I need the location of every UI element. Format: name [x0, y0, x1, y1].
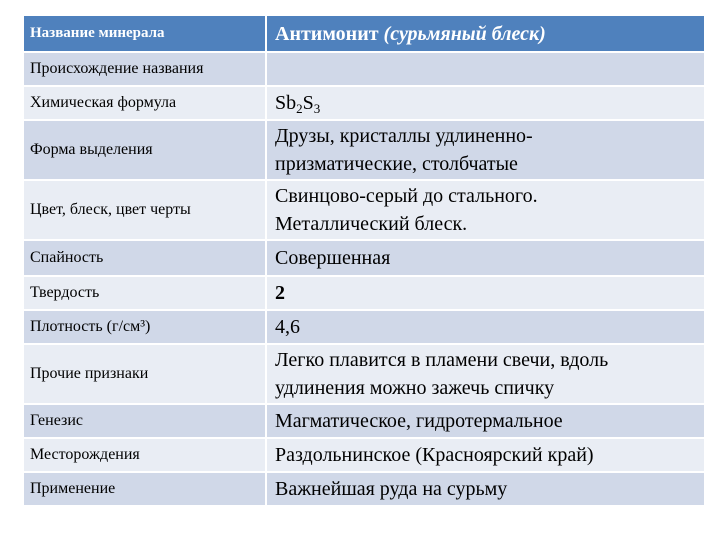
- value-line: призматические, столбчатые: [275, 153, 518, 175]
- row-value: [266, 52, 705, 86]
- table-row: [24, 240, 705, 276]
- table-row: [24, 276, 705, 310]
- row-label: Прочие признаки: [24, 344, 266, 404]
- mineral-table: [24, 16, 706, 507]
- row-label: Спайность: [24, 240, 266, 276]
- row-value: [266, 120, 705, 180]
- value-line: Свинцово-серый до стального.: [275, 185, 538, 207]
- value-line: Металлический блеск.: [275, 213, 468, 235]
- formula-element: Sb: [275, 92, 297, 114]
- row-label: Цвет, блеск, цвет черты: [24, 180, 266, 240]
- row-value: [266, 344, 705, 404]
- formula-index: 2: [296, 101, 303, 116]
- row-value: [266, 180, 705, 240]
- table-row: [24, 404, 705, 438]
- table-row: [24, 472, 705, 506]
- formula-index: 3: [313, 101, 321, 116]
- row-label: Генезис: [24, 404, 266, 438]
- row-label: Твердость: [24, 276, 266, 310]
- table-header-row: [24, 16, 705, 52]
- header-value-cell: [266, 16, 705, 52]
- table-row: [24, 344, 705, 404]
- row-label: Месторождения: [24, 438, 266, 472]
- chemical-formula: [266, 86, 705, 120]
- row-value: Раздольнинское (Красноярский край): [266, 438, 705, 472]
- row-value: Совершенная: [266, 240, 705, 276]
- row-label: Плотность (г/см³): [24, 310, 266, 344]
- value-line: удлинения можно зажечь спичку: [275, 377, 555, 399]
- table-row: [24, 52, 705, 86]
- table-row: [24, 86, 705, 120]
- row-label: Форма выделения: [24, 120, 266, 180]
- row-label: Происхождение названия: [24, 52, 266, 86]
- formula-element: S: [302, 92, 314, 114]
- mineral-name: Антимонит: [275, 22, 379, 45]
- row-value: Важнейшая руда на сурьму: [266, 472, 705, 506]
- value-line: Друзы, кристаллы удлиненно-: [275, 125, 533, 147]
- row-label: Химическая формула: [24, 86, 266, 120]
- row-value: 4,6: [266, 310, 705, 344]
- row-value: Магматическое, гидротермальное: [266, 404, 705, 438]
- header-label-cell: Название минерала: [24, 16, 266, 52]
- row-value: 2: [266, 276, 705, 310]
- table-row: [24, 180, 705, 240]
- table-row: [24, 438, 705, 472]
- mineral-alt-name: (сурьмяный блеск): [383, 22, 546, 45]
- value-line: Легко плавится в пламени свечи, вдоль: [275, 349, 609, 371]
- row-label: Применение: [24, 472, 266, 506]
- table-row: [24, 310, 705, 344]
- table-row: [24, 120, 705, 180]
